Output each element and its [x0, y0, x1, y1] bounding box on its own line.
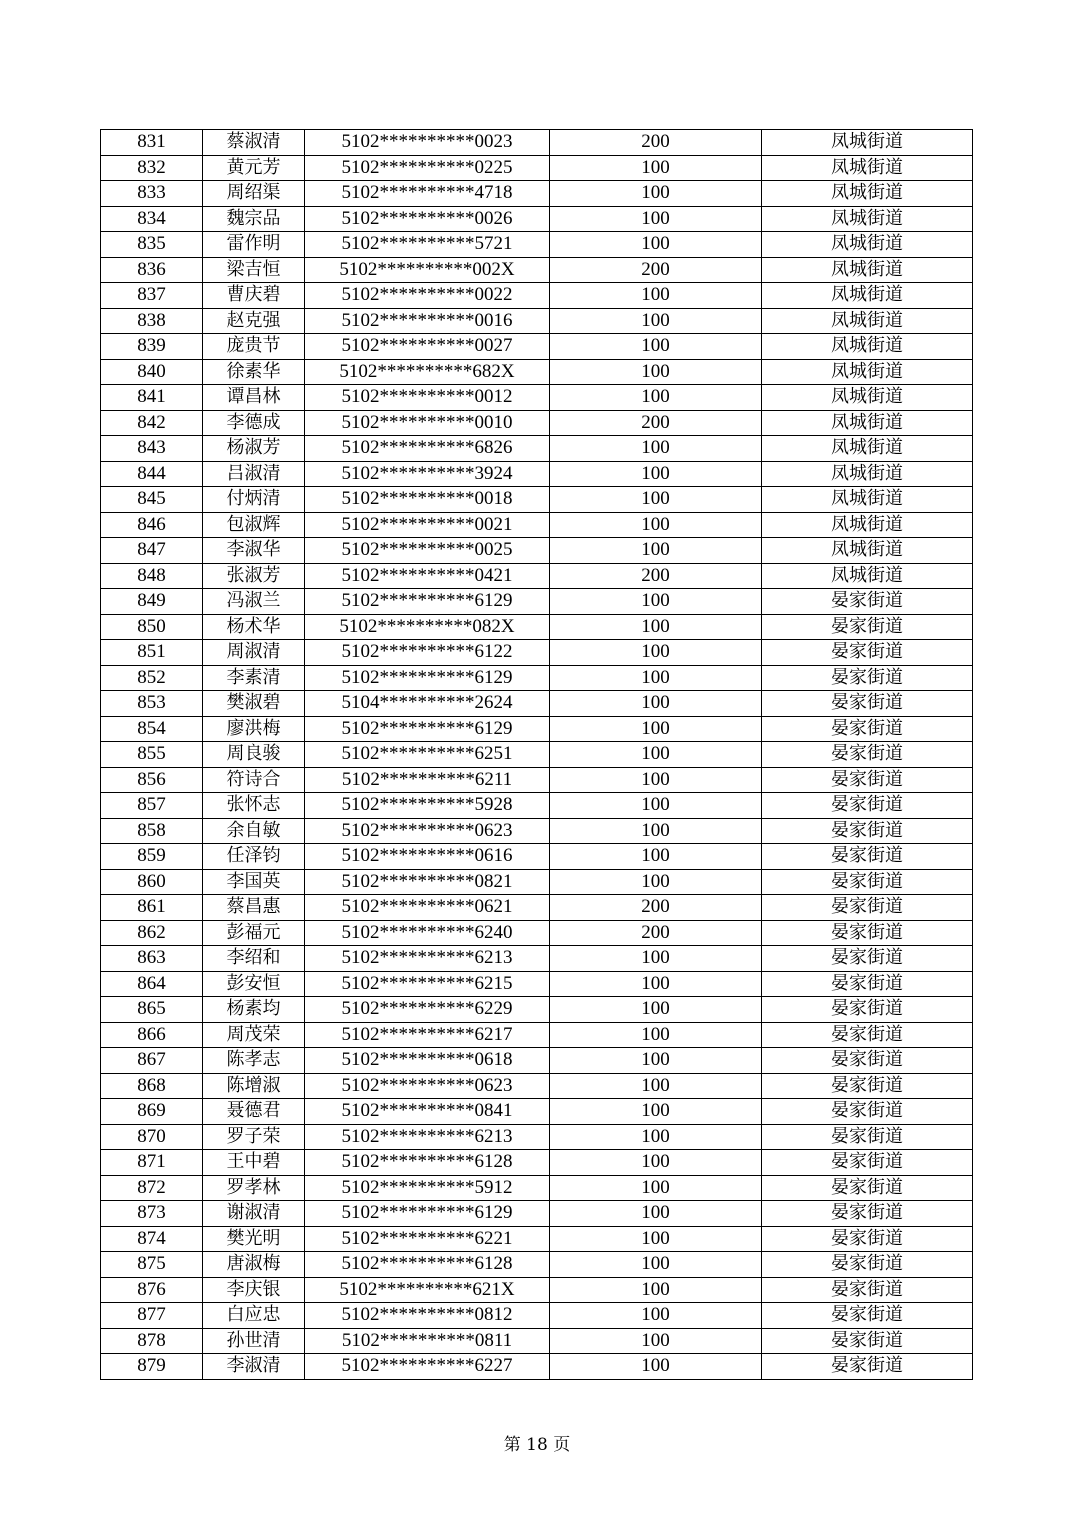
- street-cell: 晏家街道: [762, 742, 973, 768]
- amount-cell: 100: [550, 997, 762, 1023]
- name-cell: 付炳清: [203, 487, 305, 513]
- name-cell: 廖洪梅: [203, 716, 305, 742]
- street-cell: 晏家街道: [762, 920, 973, 946]
- row-number-cell: 839: [101, 334, 203, 360]
- table-row: [101, 844, 973, 870]
- table-row: [101, 1124, 973, 1150]
- amount-cell: 100: [550, 869, 762, 895]
- amount-cell: 100: [550, 487, 762, 513]
- name-cell: 蔡昌惠: [203, 895, 305, 921]
- table-row: [101, 359, 973, 385]
- row-number-cell: 879: [101, 1354, 203, 1380]
- amount-cell: 100: [550, 793, 762, 819]
- street-cell: 晏家街道: [762, 1226, 973, 1252]
- street-cell: 晏家街道: [762, 844, 973, 870]
- id-number-cell: 5102**********6211: [305, 767, 550, 793]
- name-cell: 周茂荣: [203, 1022, 305, 1048]
- amount-cell: 100: [550, 1048, 762, 1074]
- name-cell: 符诗合: [203, 767, 305, 793]
- table-row: [101, 1354, 973, 1380]
- row-number-cell: 855: [101, 742, 203, 768]
- name-cell: 余自敏: [203, 818, 305, 844]
- row-number-cell: 869: [101, 1099, 203, 1125]
- id-number-cell: 5102**********5928: [305, 793, 550, 819]
- street-cell: 晏家街道: [762, 1252, 973, 1278]
- street-cell: 晏家街道: [762, 946, 973, 972]
- id-number-cell: 5102**********6129: [305, 665, 550, 691]
- id-number-cell: 5102**********6129: [305, 589, 550, 615]
- id-number-cell: 5102**********3924: [305, 461, 550, 487]
- street-cell: 晏家街道: [762, 971, 973, 997]
- table-row: [101, 742, 973, 768]
- id-number-cell: 5102**********0623: [305, 1073, 550, 1099]
- name-cell: 周淑清: [203, 640, 305, 666]
- id-number-cell: 5102**********0621: [305, 895, 550, 921]
- name-cell: 陈孝志: [203, 1048, 305, 1074]
- table-row: [101, 1303, 973, 1329]
- street-cell: 晏家街道: [762, 1150, 973, 1176]
- street-cell: 晏家街道: [762, 1328, 973, 1354]
- table-row: [101, 283, 973, 309]
- table-row: [101, 1201, 973, 1227]
- row-number-cell: 873: [101, 1201, 203, 1227]
- row-number-cell: 865: [101, 997, 203, 1023]
- amount-cell: 100: [550, 589, 762, 615]
- table-row: [101, 436, 973, 462]
- name-cell: 杨术华: [203, 614, 305, 640]
- street-cell: 凤城街道: [762, 206, 973, 232]
- table-row: [101, 1099, 973, 1125]
- name-cell: 周良骏: [203, 742, 305, 768]
- table-row: [101, 946, 973, 972]
- table-row: [101, 1022, 973, 1048]
- id-number-cell: 5102**********5721: [305, 232, 550, 258]
- id-number-cell: 5102**********0225: [305, 155, 550, 181]
- id-number-cell: 5104**********2624: [305, 691, 550, 717]
- table-row: [101, 130, 973, 156]
- table-row: [101, 665, 973, 691]
- id-number-cell: 5102**********0026: [305, 206, 550, 232]
- amount-cell: 100: [550, 1303, 762, 1329]
- row-number-cell: 837: [101, 283, 203, 309]
- row-number-cell: 874: [101, 1226, 203, 1252]
- amount-cell: 100: [550, 1252, 762, 1278]
- name-cell: 谭昌林: [203, 385, 305, 411]
- id-number-cell: 5102**********0841: [305, 1099, 550, 1125]
- amount-cell: 200: [550, 130, 762, 156]
- table-row: [101, 155, 973, 181]
- amount-cell: 100: [550, 1201, 762, 1227]
- table-row: [101, 895, 973, 921]
- street-cell: 晏家街道: [762, 1073, 973, 1099]
- id-number-cell: 5102**********6122: [305, 640, 550, 666]
- amount-cell: 100: [550, 844, 762, 870]
- table-row: [101, 997, 973, 1023]
- id-number-cell: 5102**********0618: [305, 1048, 550, 1074]
- name-cell: 黄元芳: [203, 155, 305, 181]
- street-cell: 晏家街道: [762, 1277, 973, 1303]
- street-cell: 晏家街道: [762, 997, 973, 1023]
- id-number-cell: 5102**********6221: [305, 1226, 550, 1252]
- amount-cell: 200: [550, 410, 762, 436]
- name-cell: 李淑清: [203, 1354, 305, 1380]
- row-number-cell: 848: [101, 563, 203, 589]
- name-cell: 蔡淑清: [203, 130, 305, 156]
- amount-cell: 100: [550, 1073, 762, 1099]
- id-number-cell: 5102**********0012: [305, 385, 550, 411]
- table-row: [101, 1252, 973, 1278]
- table-row: [101, 512, 973, 538]
- name-cell: 彭安恒: [203, 971, 305, 997]
- name-cell: 张淑芳: [203, 563, 305, 589]
- street-cell: 凤城街道: [762, 283, 973, 309]
- amount-cell: 100: [550, 436, 762, 462]
- street-cell: 晏家街道: [762, 1124, 973, 1150]
- row-number-cell: 854: [101, 716, 203, 742]
- row-number-cell: 857: [101, 793, 203, 819]
- row-number-cell: 831: [101, 130, 203, 156]
- amount-cell: 100: [550, 461, 762, 487]
- amount-cell: 100: [550, 512, 762, 538]
- amount-cell: 100: [550, 614, 762, 640]
- id-number-cell: 5102**********0027: [305, 334, 550, 360]
- amount-cell: 100: [550, 308, 762, 334]
- street-cell: 晏家街道: [762, 614, 973, 640]
- table-row: [101, 1048, 973, 1074]
- name-cell: 罗孝林: [203, 1175, 305, 1201]
- name-cell: 包淑辉: [203, 512, 305, 538]
- row-number-cell: 840: [101, 359, 203, 385]
- street-cell: 晏家街道: [762, 716, 973, 742]
- amount-cell: 100: [550, 1022, 762, 1048]
- row-number-cell: 856: [101, 767, 203, 793]
- row-number-cell: 877: [101, 1303, 203, 1329]
- row-number-cell: 838: [101, 308, 203, 334]
- row-number-cell: 872: [101, 1175, 203, 1201]
- street-cell: 晏家街道: [762, 895, 973, 921]
- street-cell: 晏家街道: [762, 1099, 973, 1125]
- amount-cell: 100: [550, 283, 762, 309]
- row-number-cell: 871: [101, 1150, 203, 1176]
- id-number-cell: 5102**********6215: [305, 971, 550, 997]
- row-number-cell: 849: [101, 589, 203, 615]
- id-number-cell: 5102**********4718: [305, 181, 550, 207]
- id-number-cell: 5102**********6213: [305, 1124, 550, 1150]
- name-cell: 王中碧: [203, 1150, 305, 1176]
- row-number-cell: 862: [101, 920, 203, 946]
- name-cell: 白应忠: [203, 1303, 305, 1329]
- row-number-cell: 842: [101, 410, 203, 436]
- name-cell: 孙世清: [203, 1328, 305, 1354]
- table-row: [101, 257, 973, 283]
- amount-cell: 100: [550, 1354, 762, 1380]
- name-cell: 李国英: [203, 869, 305, 895]
- id-number-cell: 5102**********0616: [305, 844, 550, 870]
- amount-cell: 100: [550, 665, 762, 691]
- page-number: 第 18 页: [503, 1435, 571, 1455]
- id-number-cell: 5102**********6129: [305, 716, 550, 742]
- name-cell: 吕淑清: [203, 461, 305, 487]
- table-row: [101, 971, 973, 997]
- amount-cell: 200: [550, 563, 762, 589]
- name-cell: 杨淑芳: [203, 436, 305, 462]
- name-cell: 彭福元: [203, 920, 305, 946]
- street-cell: 晏家街道: [762, 818, 973, 844]
- amount-cell: 100: [550, 1277, 762, 1303]
- row-number-cell: 841: [101, 385, 203, 411]
- id-number-cell: 5102**********6227: [305, 1354, 550, 1380]
- amount-cell: 100: [550, 640, 762, 666]
- id-number-cell: 5102**********0021: [305, 512, 550, 538]
- name-cell: 曹庆碧: [203, 283, 305, 309]
- row-number-cell: 850: [101, 614, 203, 640]
- name-cell: 任泽钧: [203, 844, 305, 870]
- table-row: [101, 818, 973, 844]
- table-row: [101, 767, 973, 793]
- street-cell: 晏家街道: [762, 665, 973, 691]
- amount-cell: 100: [550, 971, 762, 997]
- street-cell: 凤城街道: [762, 461, 973, 487]
- amount-cell: 200: [550, 257, 762, 283]
- id-number-cell: 5102**********6217: [305, 1022, 550, 1048]
- id-number-cell: 5102**********6129: [305, 1201, 550, 1227]
- name-cell: 赵克强: [203, 308, 305, 334]
- table-row: [101, 1226, 973, 1252]
- amount-cell: 100: [550, 385, 762, 411]
- table-row: [101, 538, 973, 564]
- row-number-cell: 863: [101, 946, 203, 972]
- street-cell: 晏家街道: [762, 1048, 973, 1074]
- name-cell: 周绍渠: [203, 181, 305, 207]
- id-number-cell: 5102**********0421: [305, 563, 550, 589]
- table-row: [101, 614, 973, 640]
- table-row: [101, 1150, 973, 1176]
- row-number-cell: 845: [101, 487, 203, 513]
- name-cell: 李素清: [203, 665, 305, 691]
- row-number-cell: 860: [101, 869, 203, 895]
- row-number-cell: 876: [101, 1277, 203, 1303]
- name-cell: 李绍和: [203, 946, 305, 972]
- name-cell: 冯淑兰: [203, 589, 305, 615]
- amount-cell: 100: [550, 1099, 762, 1125]
- street-cell: 凤城街道: [762, 538, 973, 564]
- table-row: [101, 232, 973, 258]
- street-cell: 凤城街道: [762, 359, 973, 385]
- name-cell: 李庆银: [203, 1277, 305, 1303]
- row-number-cell: 870: [101, 1124, 203, 1150]
- name-cell: 庞贵节: [203, 334, 305, 360]
- table-row: [101, 487, 973, 513]
- row-number-cell: 858: [101, 818, 203, 844]
- street-cell: 晏家街道: [762, 1354, 973, 1380]
- amount-cell: 100: [550, 1226, 762, 1252]
- name-cell: 李德成: [203, 410, 305, 436]
- amount-cell: 100: [550, 946, 762, 972]
- id-number-cell: 5102**********6826: [305, 436, 550, 462]
- amount-cell: 100: [550, 181, 762, 207]
- table-row: [101, 1175, 973, 1201]
- amount-cell: 100: [550, 691, 762, 717]
- street-cell: 晏家街道: [762, 1022, 973, 1048]
- id-number-cell: 5102**********6128: [305, 1252, 550, 1278]
- amount-cell: 100: [550, 1175, 762, 1201]
- street-cell: 晏家街道: [762, 869, 973, 895]
- amount-cell: 200: [550, 895, 762, 921]
- row-number-cell: 864: [101, 971, 203, 997]
- row-number-cell: 861: [101, 895, 203, 921]
- amount-cell: 100: [550, 1124, 762, 1150]
- street-cell: 凤城街道: [762, 563, 973, 589]
- street-cell: 凤城街道: [762, 181, 973, 207]
- id-number-cell: 5102**********682X: [305, 359, 550, 385]
- table-row: [101, 640, 973, 666]
- street-cell: 凤城街道: [762, 308, 973, 334]
- amount-cell: 100: [550, 742, 762, 768]
- table-row: [101, 1073, 973, 1099]
- roster-table: [100, 129, 973, 1380]
- table-row: [101, 181, 973, 207]
- row-number-cell: 875: [101, 1252, 203, 1278]
- id-number-cell: 5102**********5912: [305, 1175, 550, 1201]
- amount-cell: 100: [550, 232, 762, 258]
- street-cell: 晏家街道: [762, 691, 973, 717]
- row-number-cell: 834: [101, 206, 203, 232]
- id-number-cell: 5102**********0812: [305, 1303, 550, 1329]
- name-cell: 樊淑碧: [203, 691, 305, 717]
- table-row: [101, 410, 973, 436]
- row-number-cell: 833: [101, 181, 203, 207]
- row-number-cell: 846: [101, 512, 203, 538]
- table-row: [101, 793, 973, 819]
- row-number-cell: 847: [101, 538, 203, 564]
- street-cell: 晏家街道: [762, 1303, 973, 1329]
- name-cell: 雷作明: [203, 232, 305, 258]
- street-cell: 凤城街道: [762, 512, 973, 538]
- id-number-cell: 5102**********0623: [305, 818, 550, 844]
- id-number-cell: 5102**********0022: [305, 283, 550, 309]
- table-row: [101, 1277, 973, 1303]
- amount-cell: 100: [550, 155, 762, 181]
- table-row: [101, 461, 973, 487]
- amount-cell: 200: [550, 920, 762, 946]
- id-number-cell: 5102**********6128: [305, 1150, 550, 1176]
- street-cell: 凤城街道: [762, 257, 973, 283]
- row-number-cell: 853: [101, 691, 203, 717]
- name-cell: 张怀志: [203, 793, 305, 819]
- row-number-cell: 843: [101, 436, 203, 462]
- row-number-cell: 867: [101, 1048, 203, 1074]
- roster-table-body: [101, 130, 973, 1380]
- row-number-cell: 844: [101, 461, 203, 487]
- amount-cell: 100: [550, 716, 762, 742]
- street-cell: 晏家街道: [762, 1201, 973, 1227]
- id-number-cell: 5102**********6213: [305, 946, 550, 972]
- id-number-cell: 5102**********621X: [305, 1277, 550, 1303]
- id-number-cell: 5102**********002X: [305, 257, 550, 283]
- amount-cell: 100: [550, 334, 762, 360]
- name-cell: 魏宗品: [203, 206, 305, 232]
- table-row: [101, 869, 973, 895]
- amount-cell: 100: [550, 1328, 762, 1354]
- row-number-cell: 836: [101, 257, 203, 283]
- table-row: [101, 589, 973, 615]
- id-number-cell: 5102**********6240: [305, 920, 550, 946]
- id-number-cell: 5102**********0811: [305, 1328, 550, 1354]
- table-row: [101, 206, 973, 232]
- id-number-cell: 5102**********0010: [305, 410, 550, 436]
- street-cell: 晏家街道: [762, 793, 973, 819]
- street-cell: 晏家街道: [762, 1175, 973, 1201]
- row-number-cell: 859: [101, 844, 203, 870]
- amount-cell: 100: [550, 359, 762, 385]
- id-number-cell: 5102**********0025: [305, 538, 550, 564]
- row-number-cell: 878: [101, 1328, 203, 1354]
- id-number-cell: 5102**********0821: [305, 869, 550, 895]
- row-number-cell: 868: [101, 1073, 203, 1099]
- id-number-cell: 5102**********6229: [305, 997, 550, 1023]
- row-number-cell: 832: [101, 155, 203, 181]
- name-cell: 唐淑梅: [203, 1252, 305, 1278]
- street-cell: 晏家街道: [762, 640, 973, 666]
- table-row: [101, 716, 973, 742]
- amount-cell: 100: [550, 538, 762, 564]
- street-cell: 凤城街道: [762, 410, 973, 436]
- street-cell: 凤城街道: [762, 385, 973, 411]
- table-row: [101, 691, 973, 717]
- table-row: [101, 920, 973, 946]
- name-cell: 谢淑清: [203, 1201, 305, 1227]
- row-number-cell: 851: [101, 640, 203, 666]
- row-number-cell: 866: [101, 1022, 203, 1048]
- name-cell: 聂德君: [203, 1099, 305, 1125]
- id-number-cell: 5102**********082X: [305, 614, 550, 640]
- name-cell: 徐素华: [203, 359, 305, 385]
- street-cell: 晏家街道: [762, 589, 973, 615]
- street-cell: 凤城街道: [762, 130, 973, 156]
- street-cell: 凤城街道: [762, 436, 973, 462]
- id-number-cell: 5102**********6251: [305, 742, 550, 768]
- name-cell: 李淑华: [203, 538, 305, 564]
- table-row: [101, 1328, 973, 1354]
- amount-cell: 100: [550, 767, 762, 793]
- id-number-cell: 5102**********0023: [305, 130, 550, 156]
- amount-cell: 100: [550, 818, 762, 844]
- table-row: [101, 385, 973, 411]
- amount-cell: 100: [550, 206, 762, 232]
- table-row: [101, 308, 973, 334]
- table-row: [101, 563, 973, 589]
- name-cell: 杨素均: [203, 997, 305, 1023]
- row-number-cell: 852: [101, 665, 203, 691]
- id-number-cell: 5102**********0016: [305, 308, 550, 334]
- row-number-cell: 835: [101, 232, 203, 258]
- street-cell: 凤城街道: [762, 155, 973, 181]
- name-cell: 樊光明: [203, 1226, 305, 1252]
- street-cell: 凤城街道: [762, 334, 973, 360]
- table-row: [101, 334, 973, 360]
- street-cell: 凤城街道: [762, 232, 973, 258]
- name-cell: 罗子荣: [203, 1124, 305, 1150]
- street-cell: 晏家街道: [762, 767, 973, 793]
- name-cell: 陈增淑: [203, 1073, 305, 1099]
- street-cell: 凤城街道: [762, 487, 973, 513]
- id-number-cell: 5102**********0018: [305, 487, 550, 513]
- name-cell: 梁吉恒: [203, 257, 305, 283]
- amount-cell: 100: [550, 1150, 762, 1176]
